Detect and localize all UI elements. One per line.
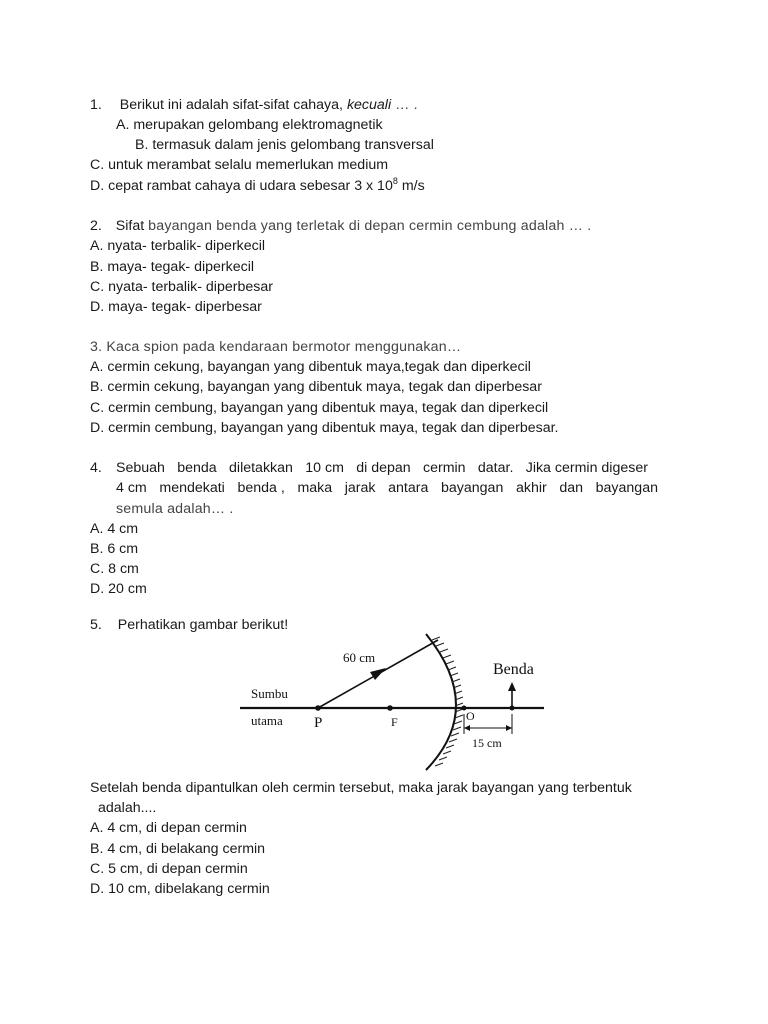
q3-option-c: C. cermin cembung, bayangan yang dibentuk maya, tegak dan diperkecil	[90, 400, 549, 416]
q2-number: 2.	[90, 218, 102, 234]
q1-number: 1.	[90, 97, 102, 113]
label-benda: Benda	[493, 661, 534, 678]
q4-word: mendekati	[159, 480, 225, 496]
q5-option-c: C. 5 cm, di depan cermin	[90, 861, 248, 877]
label-60cm: 60 cm	[343, 650, 376, 665]
label-utama: utama	[251, 713, 283, 728]
q4-word: akhir	[515, 480, 547, 496]
q4-word: benda ,	[237, 480, 285, 496]
q1-option-d-exponent: 8	[392, 176, 398, 186]
q3-option-a: A. cermin cekung, bayangan yang dibentuk maya,tegak dan diperkecil	[90, 359, 531, 375]
q5-followup-line-1: Setelah benda dipantulkan oleh cermin tersebut, maka jarak bayangan yang terbentuk	[90, 780, 632, 796]
q2-stem-rest: bayangan benda yang terletak di depan cermin cembung adalah … .	[148, 218, 592, 234]
q4-word: Jika cermin digeser	[525, 460, 648, 476]
q4-word: 10 cm	[305, 460, 344, 476]
q5-option-d: D. 10 cm, dibelakang cermin	[90, 881, 270, 897]
label-15cm: 15 cm	[472, 736, 502, 750]
label-o: O	[466, 709, 475, 723]
q5-option-b: B. 4 cm, di belakang cermin	[90, 841, 266, 857]
q2-option-a: A. nyata- terbalik- diperkecil	[90, 238, 266, 254]
q1-option-d	[90, 177, 425, 195]
q1-option-d-text: D. cepat rambat cahaya di udara sebesar 3 x 10	[90, 178, 393, 194]
q1-option-d-unit: m/s	[401, 178, 425, 194]
q1-stem-emphasis: kecuali	[346, 97, 392, 113]
convex-mirror	[426, 634, 456, 770]
q4-number: 4.	[90, 460, 102, 476]
q4-word: 4 cm	[116, 480, 147, 496]
q4-word: dan	[559, 480, 584, 496]
q3-stem: 3. Kaca spion pada kendaraan bermotor menggunakan…	[90, 339, 462, 355]
q2-stem-start: Sifat	[115, 218, 145, 234]
q4-option-c: C. 8 cm	[90, 561, 139, 577]
q4-word: jarak	[344, 480, 376, 496]
convex-mirror-diagram	[240, 630, 550, 780]
q4-word: diletakkan	[229, 460, 293, 476]
q2-option-b: B. maya- tegak- diperkecil	[90, 259, 255, 275]
q1-stem	[90, 96, 418, 114]
q4-stem-line-3: semula adalah… .	[116, 501, 234, 517]
q4-word: antara	[388, 480, 429, 496]
q1-option-c: C. untuk merambat selalu memerlukan medium	[90, 157, 389, 173]
q4-option-d: D. 20 cm	[90, 581, 147, 597]
label-sumbu: Sumbu	[251, 686, 288, 701]
q4-word: maka	[297, 480, 333, 496]
point-p	[315, 705, 321, 711]
q2-option-c: C. nyata- terbalik- diperbesar	[90, 279, 273, 295]
q3-option-d: D. cermin cembung, bayangan yang dibentuk maya, tegak dan diperbesar.	[90, 420, 559, 436]
q3-option-b: B. cermin cekung, bayangan yang dibentuk maya, tegak dan diperbesar	[90, 379, 542, 395]
q4-word: benda	[177, 460, 217, 476]
q4-word: cermin	[422, 460, 466, 476]
q1-option-a: A. merupakan gelombang elektromagnetik	[116, 117, 383, 133]
q5-followup-line-2: adalah....	[98, 800, 157, 816]
q1-option-b: B. termasuk dalam jenis gelombang transversal	[135, 137, 434, 153]
q2-option-d: D. maya- tegak- diperbesar	[90, 299, 262, 315]
dimension-arrow-right	[506, 725, 512, 731]
dimension-arrow-left	[464, 725, 470, 731]
label-f: F	[391, 715, 398, 729]
object-arrowhead	[508, 682, 516, 691]
q4-stem-line-2	[116, 479, 658, 497]
q4-word: bayangan	[595, 480, 658, 496]
label-p: P	[314, 715, 323, 731]
q5-stem-text: Perhatikan gambar berikut!	[117, 617, 289, 633]
ray-arrowhead	[370, 668, 386, 680]
mirror-hatching	[432, 637, 463, 766]
q4-option-b: B. 6 cm	[90, 541, 139, 557]
q4-word: Sebuah	[116, 460, 165, 476]
q5-number: 5.	[90, 617, 102, 633]
q4-word: datar.	[477, 460, 514, 476]
q1-stem-text: Berikut ini adalah sifat-sifat cahaya,	[119, 97, 343, 113]
q5-option-a: A. 4 cm, di depan cermin	[90, 820, 247, 836]
q4-word: bayangan	[441, 480, 504, 496]
q4-stem-line-1	[116, 459, 648, 477]
q2-stem	[90, 217, 591, 235]
q4-word: di depan	[356, 460, 411, 476]
q4-option-a: A. 4 cm	[90, 521, 139, 537]
point-f	[387, 705, 393, 711]
q1-stem-tail: … .	[395, 97, 418, 113]
